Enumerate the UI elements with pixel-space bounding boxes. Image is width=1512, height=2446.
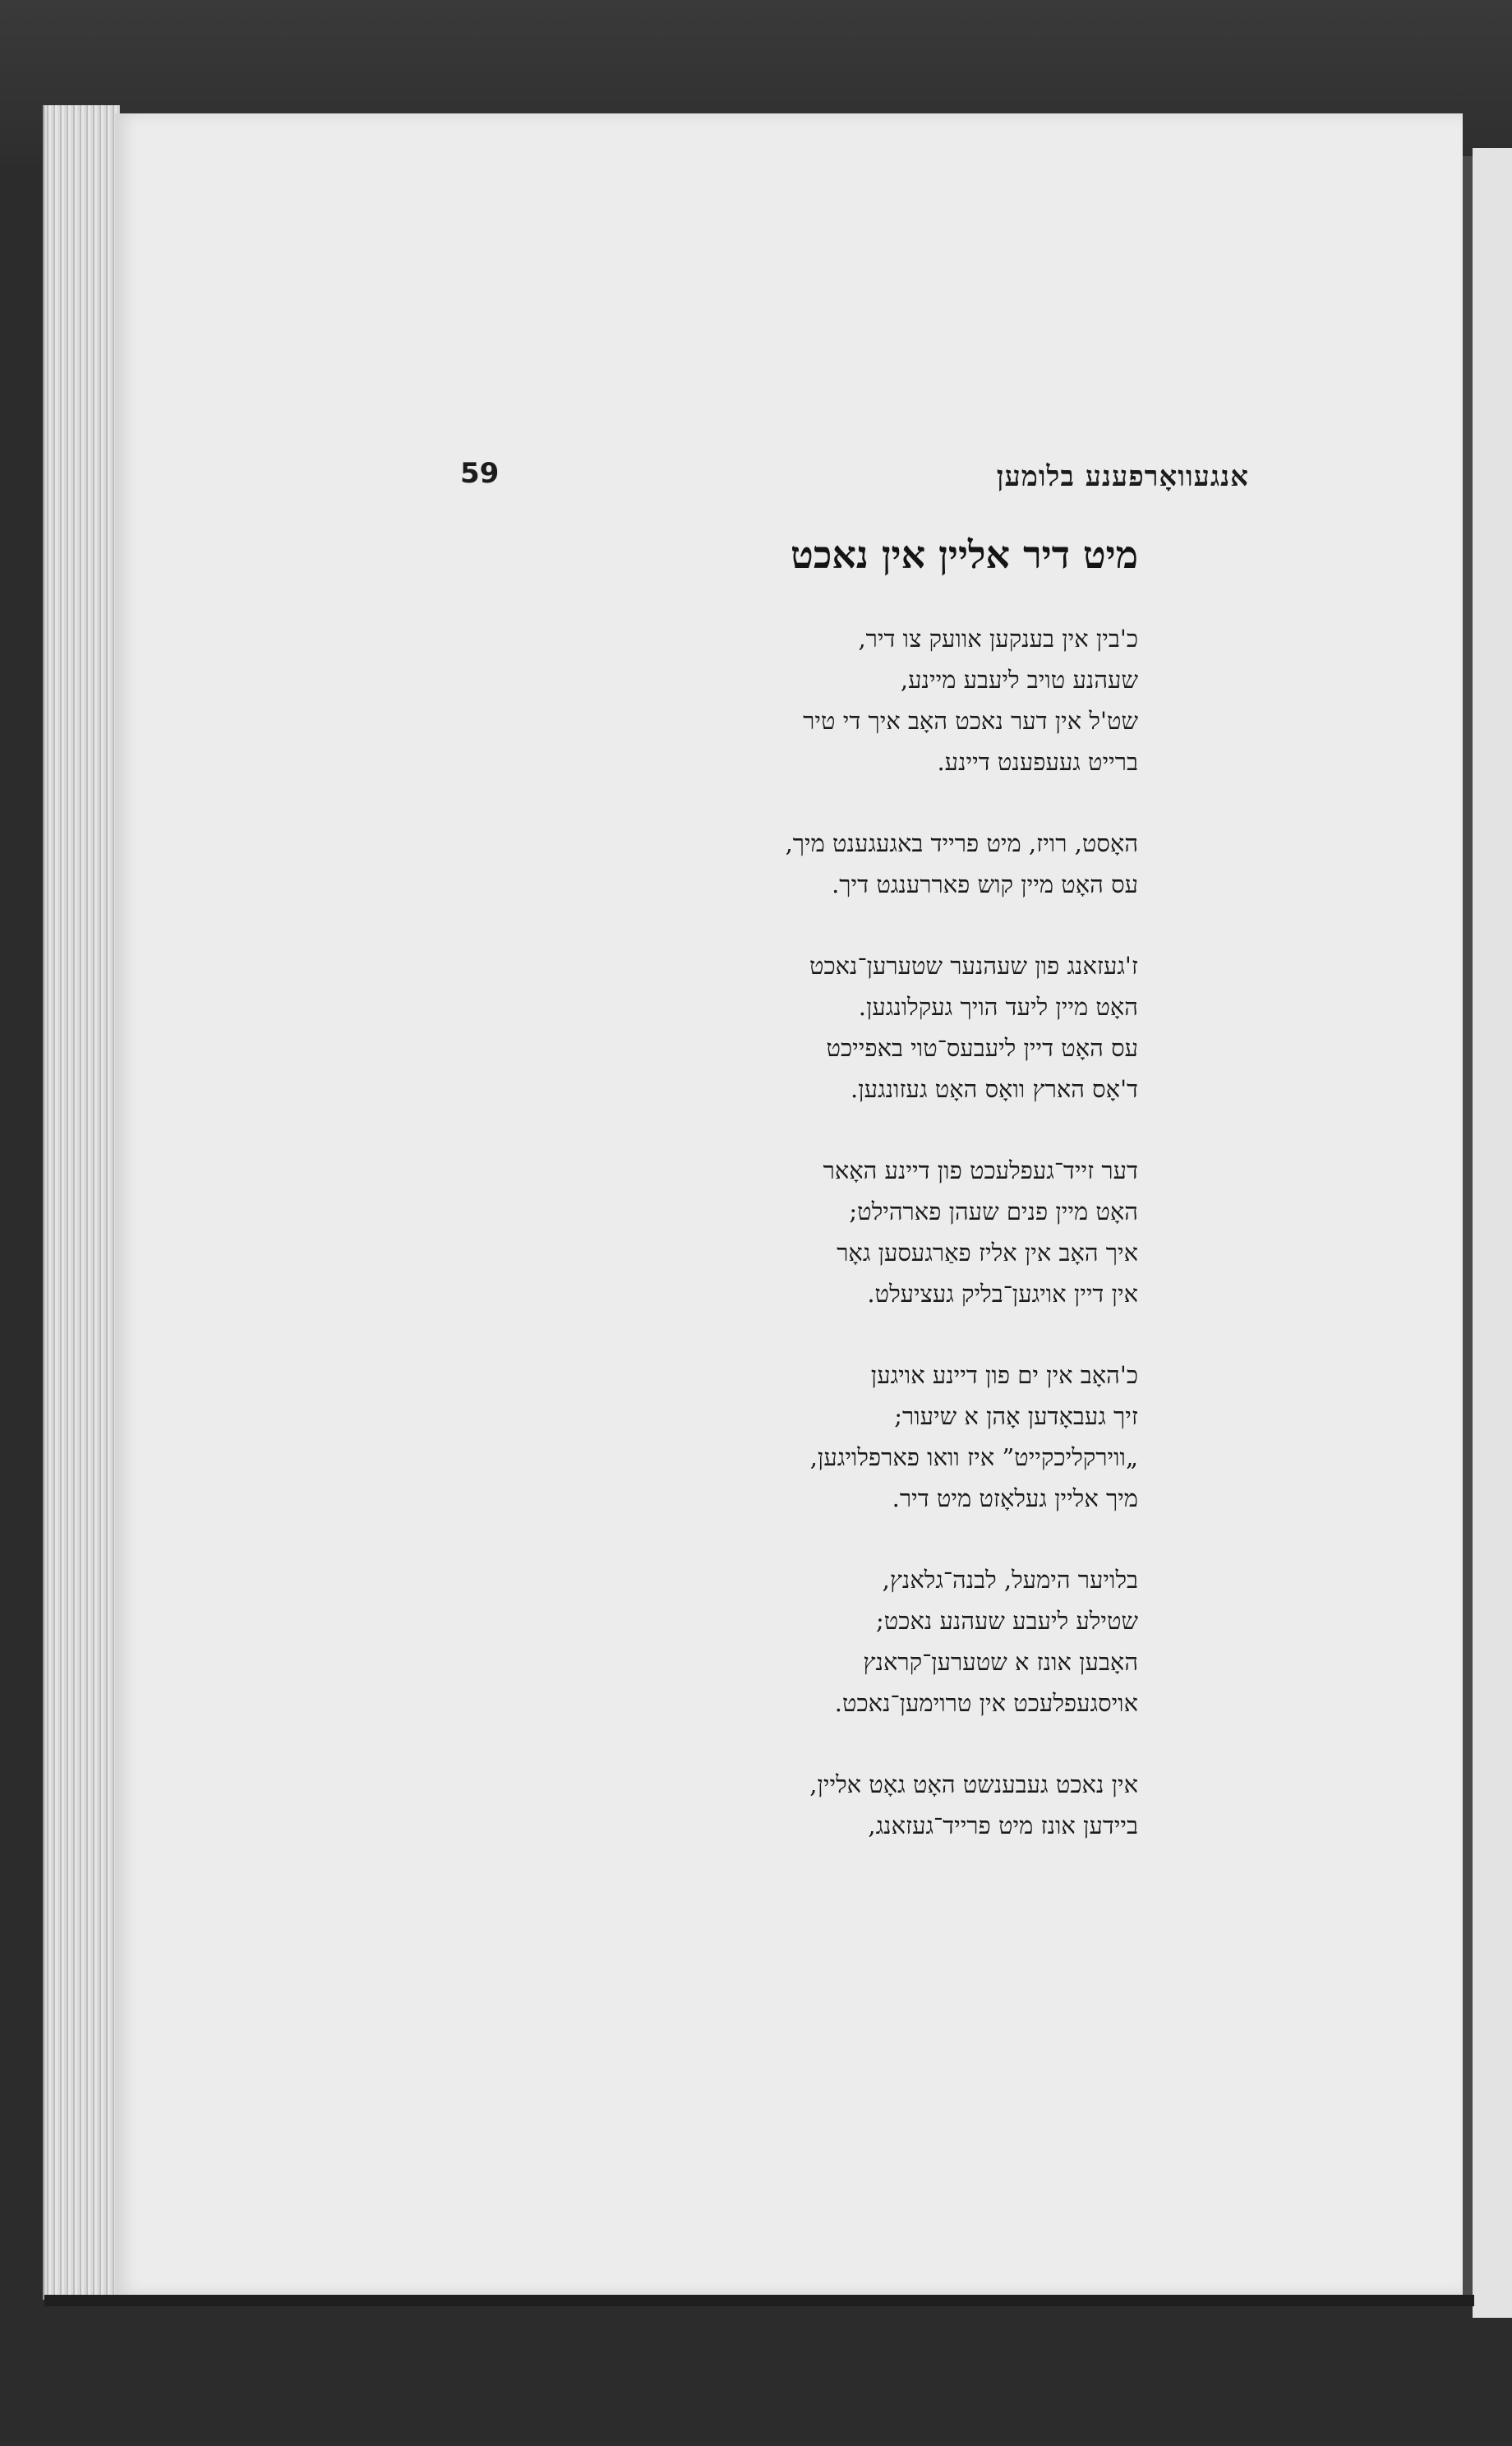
stanza bbox=[641, 1150, 1138, 1314]
page-number: 59 bbox=[460, 457, 500, 490]
stanza bbox=[641, 1764, 1138, 1846]
poem-line: כ'בין אין בענקען אוועק צו דיר, bbox=[858, 625, 1138, 653]
running-title: אנגעוואָרפענע בלומען bbox=[996, 460, 1249, 493]
poem-line: האָט מיין פנים שעהן פארהילט; bbox=[849, 1198, 1138, 1225]
poem-line: שטילע ליעבע שעהנע נאכט; bbox=[875, 1607, 1138, 1635]
poem-line: אין דיין אויגען־בליק געציעלט. bbox=[867, 1280, 1138, 1308]
page-shadow bbox=[44, 2295, 1474, 2306]
poem-line: זיך געבאָדען אָהן א שיעור; bbox=[894, 1402, 1138, 1430]
poem-line: כ'האָב אין ים פון דיינע אויגען bbox=[870, 1361, 1138, 1389]
book-gutter bbox=[1463, 156, 1473, 2301]
poem-line: ד'אָס הארץ וואָס האָט געזונגען. bbox=[850, 1075, 1138, 1103]
poem-line: אין נאכט געבענשט האָט גאָט אליין, bbox=[809, 1770, 1138, 1798]
stanza bbox=[641, 1559, 1138, 1724]
poem-title: מיט דיר אליין אין נאכט bbox=[791, 533, 1138, 577]
poem-line: אויסגעפלעכט אין טרוימען־נאכט. bbox=[834, 1689, 1138, 1717]
poem-line: עס האָט מיין קוש פאררענגט דיך. bbox=[832, 870, 1138, 898]
poem-line: שט'ל אין דער נאכט האָב איך די טיר bbox=[803, 707, 1138, 735]
poem-line: איך האָב אין אליז פאַרגעסען גאָר bbox=[837, 1239, 1138, 1267]
poem-line: ביידען אונז מיט פרייד־געזאנג, bbox=[868, 1811, 1138, 1839]
poem-line: „ווירקליכקייט” איז וואו פארפלויגען, bbox=[809, 1443, 1138, 1471]
next-page-edge bbox=[1473, 148, 1512, 2318]
poem-line: עס האָט דיין ליעבעס־טוי באפייכט bbox=[826, 1034, 1138, 1062]
stanza bbox=[641, 823, 1138, 905]
poem-line: האָט מיין ליעד הויך געקלונגען. bbox=[858, 993, 1138, 1021]
poem-line: ברייט געעפענט דיינע. bbox=[937, 748, 1138, 776]
stanza bbox=[641, 1355, 1138, 1519]
poem-line: האָבען אונז א שטערען־קראנץ bbox=[863, 1648, 1138, 1676]
poem-line: האָסט, רויז, מיט פרייד באגעגענט מיך, bbox=[785, 829, 1138, 857]
poem-line: דער זייד־געפלעכט פון דיינע האָאר bbox=[823, 1156, 1138, 1184]
stanza bbox=[641, 618, 1138, 782]
poem-line: שעהנע טויב ליעבע מיינע, bbox=[900, 666, 1138, 694]
stanza bbox=[641, 945, 1138, 1110]
poem-line: ז'געזאנג פון שעהנער שטערען־נאכט bbox=[809, 952, 1138, 980]
poem-line: בלויער הימעל, לבנה־גלאנץ, bbox=[882, 1566, 1138, 1594]
poem-body bbox=[641, 618, 1138, 1886]
poem-line: מיך אליין געלאָזט מיט דיר. bbox=[892, 1484, 1138, 1512]
page-edges bbox=[44, 105, 120, 2300]
